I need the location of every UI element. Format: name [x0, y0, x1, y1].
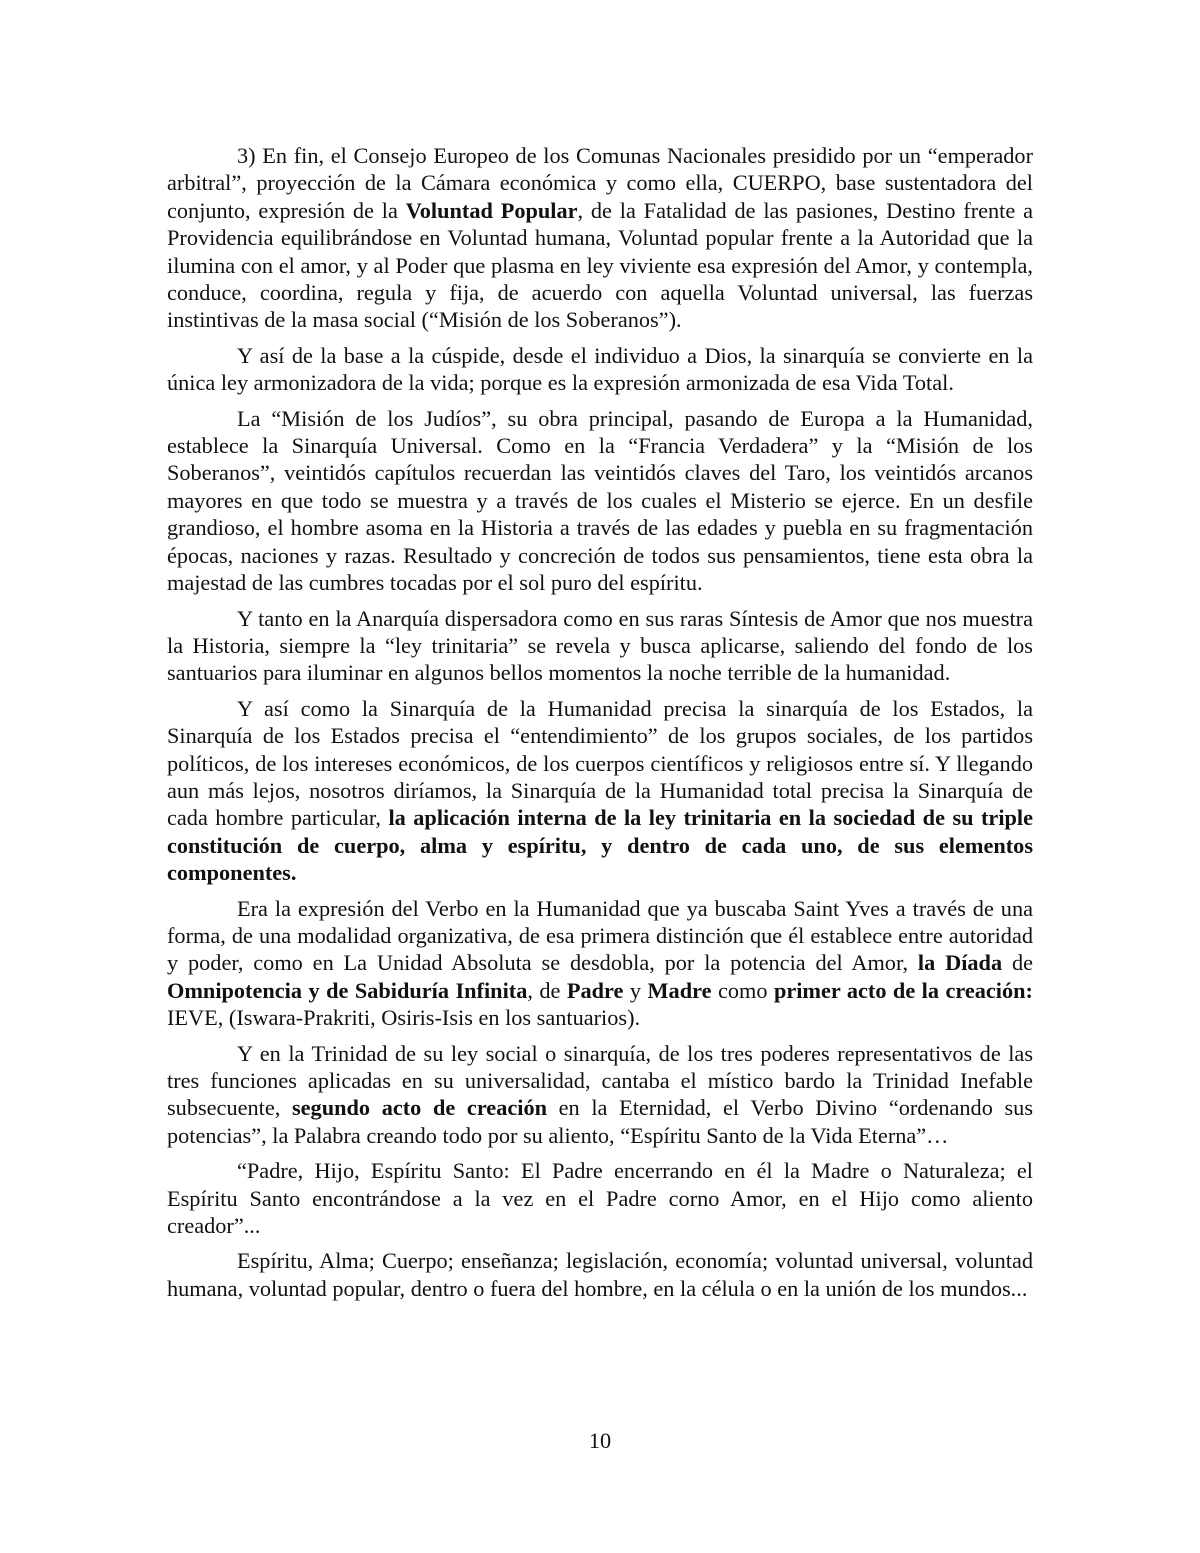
text-run: Y en la Trinidad de su ley social o sinarquía, de los tres poderes representativos de las tres funciones aplicadas en su universalidad, cantaba el místico bardo la Trinidad Inefable subsecuente,: [167, 1040, 1033, 1121]
text-run: 3) En fin, el Consejo Europeo de los Comunas Nacionales presidido por un “emperador arbitral”, proyección de la Cámara económica y como ella, CUERPO, base sustentadora del conjunto, expresión de la: [167, 143, 1033, 223]
text-run: Era la expresión del Verbo en la Humanidad que ya buscaba Saint Yves a través de una forma, de una modalidad organizativa, de esa primera distinción que él establece entre autoridad y poder, como en La Unidad Absoluta se desdobla, por la potencia del Amor,: [167, 895, 1033, 976]
bold-text: Omnipotencia y de Sabiduría Infinita: [167, 977, 528, 1003]
bold-text: primer acto de la creación:: [773, 977, 1033, 1003]
paragraph: [167, 1040, 1033, 1150]
bold-text: Voluntad Popular: [405, 197, 578, 223]
bold-text: Madre: [647, 977, 712, 1003]
paragraph: [167, 142, 1033, 334]
paragraph: [167, 895, 1033, 1032]
paragraph: [167, 695, 1033, 887]
paragraph: [167, 405, 1033, 597]
text-run: en la Eternidad, el Verbo Divino “ordenando sus potencias”, la Palabra creando todo por su aliento, “Espíritu Santo de la Vida Eterna”…: [167, 1095, 1033, 1148]
text-run: Y así de la base a la cúspide, desde el individuo a Dios, la sinarquía se convierte en la única ley armonizadora de la vida; porque es la expresión armonizada de esa Vida Total.: [167, 342, 1033, 396]
paragraph: [167, 342, 1033, 397]
text-run: Espíritu, Alma; Cuerpo; enseñanza; legislación, economía; voluntad universal, voluntad humana, voluntad popular, dentro o fuera del hombre, en la célula o en la unión de los mundos...: [167, 1248, 1033, 1301]
paragraph: [167, 1157, 1033, 1239]
text-run: Y así como la Sinarquía de la Humanidad precisa la sinarquía de los Estados, la Sinarquía de los Estados precisa el “entendimiento” de los grupos sociales, de los partidos políticos, de los intereses económicos, de los cuerpos científicos y religiosos entre sí. Y llegando aun más lejos, nosotros diríamos, la Sinarquía de la Humanidad total precisa la Sinarquía de cada hombre particular,: [167, 695, 1033, 831]
text-run: , de la Fatalidad de las pasiones, Destino frente a Providencia equilibrándose en Voluntad humana, Voluntad popular frente a la Autoridad que la ilumina con el amor, y al Poder que plasma en ley viviente esa expresión del Amor, y contempla, conduce, coordina, regula y fija, de acuerdo con aquella Voluntad universal, las fuerzas instintivas de la masa social (“Misión de los Soberanos”).: [167, 197, 1033, 333]
text-run: La “Misión de los Judíos”, su obra principal, pasando de Europa a la Humanidad, establece la Sinarquía Universal. Como en la “Francia Verdadera” y la “Misión de los Soberanos”, veintidós capítulos recuerdan las veintidós claves del Taro, los veintidós arcanos mayores en que todo se muestra y a través de los cuales el Misterio se ejerce. En un desfile grandioso, el hombre asoma en la Historia a través de las edades y puebla en su fragmentación épocas, naciones y razas. Resultado y concreción de todos sus pensamientos, tiene esta obra la majestad de las cumbres tocadas por el sol puro del espíritu.: [167, 405, 1033, 596]
bold-text: la aplicación interna de la ley trinitaria en la sociedad de su triple constitución de cuerpo, alma y espíritu, y dentro de cada uno, de sus elementos componentes.: [167, 805, 1034, 886]
text-run: como: [711, 977, 774, 1003]
text-run: “Padre, Hijo, Espíritu Santo: El Padre encerrando en él la Madre o Naturaleza; el Espíritu Santo encontrándose a la vez en el Padre corno Amor, en el Hijo como aliento creador”...: [167, 1158, 1033, 1239]
paragraph: [167, 1247, 1033, 1302]
paragraph: [167, 605, 1033, 687]
document-body: [167, 142, 1033, 1310]
text-run: de: [1002, 950, 1033, 976]
bold-text: segundo acto de creación: [291, 1095, 547, 1121]
page-number: 10: [588, 1428, 612, 1453]
text-run: , de: [527, 977, 567, 1003]
text-run: y: [623, 977, 648, 1003]
bold-text: Padre: [566, 977, 624, 1003]
text-run: IEVE, (Iswara-Prakriti, Osiris-Isis en los santuarios).: [167, 1005, 641, 1031]
bold-text: la Díada: [917, 950, 1003, 976]
text-run: Y tanto en la Anarquía dispersadora como en sus raras Síntesis de Amor que nos muestra la Historia, siempre la “ley trinitaria” se revela y busca aplicarse, saliendo del fondo de los santuarios para iluminar en algunos bellos momentos la noche terrible de la humanidad.: [167, 605, 1033, 686]
